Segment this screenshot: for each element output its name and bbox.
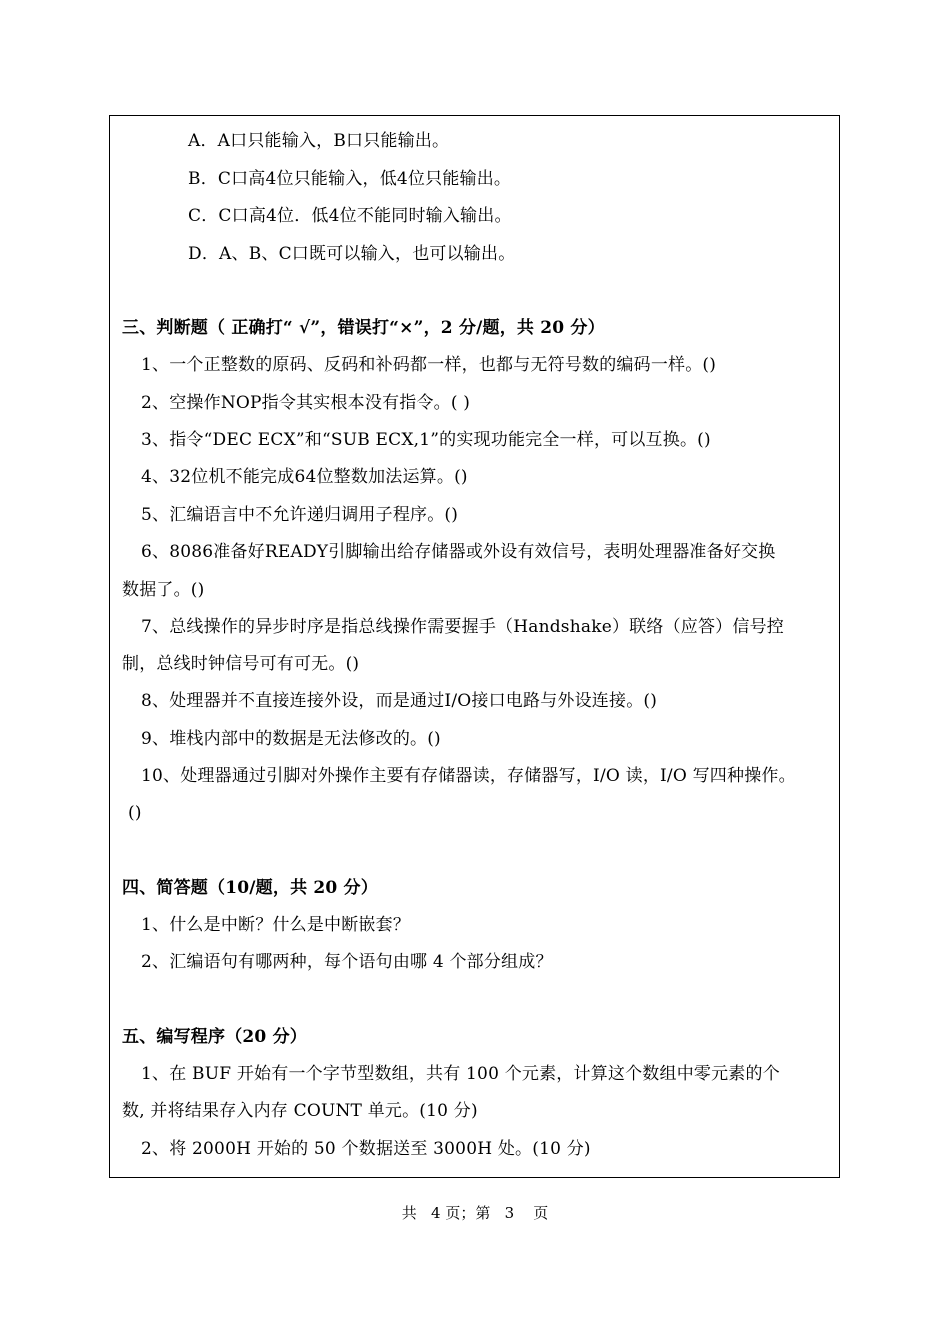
tf-question-10-line1: 10、处理器通过引脚对外操作主要有存储器读，存储器写，I/O 读，I/O 写四种操作。	[141, 766, 796, 786]
tf-question-2: 2、空操作NOP指令其实根本没有指令。( )	[141, 393, 471, 413]
tf-question-8: 8、处理器并不直接连接外设，而是通过I/O接口电路与外设连接。()	[141, 691, 658, 711]
page-footer: 共 4 页；第 3 页	[401, 1204, 549, 1222]
option-a: A．A口只能输入，B口只能输出。	[188, 131, 450, 151]
tf-question-10-line2: ()	[128, 803, 142, 823]
short-answer-1: 1、什么是中断？什么是中断嵌套？	[141, 915, 411, 935]
tf-question-3: 3、指令“DEC ECX”和“SUB ECX,1”的实现功能完全一样，可以互换。()	[141, 430, 711, 450]
section5-heading: 五、编写程序（20 分）	[122, 1027, 307, 1047]
option-d: D．A、B、C口既可以输入，也可以输出。	[188, 244, 516, 264]
tf-question-1: 1、一个正整数的原码、反码和补码都一样，也都与无符号数的编码一样。()	[141, 355, 717, 375]
tf-question-7-line2: 制，总线时钟信号可有可无。()	[122, 654, 360, 674]
section3-heading: 三、判断题（ 正确打“ √”，错误打“×”，2 分/题，共 20 分）	[122, 318, 605, 338]
program-question-1-line1: 1、在 BUF 开始有一个字节型数组，共有 100 个元素，计算这个数组中零元素的个	[141, 1064, 780, 1084]
tf-question-6-line2: 数据了。()	[122, 580, 205, 600]
short-answer-2: 2、汇编语句有哪两种，每个语句由哪 4 个部分组成？	[141, 952, 553, 972]
program-question-2: 2、将 2000H 开始的 50 个数据送至 3000H 处。(10 分)	[141, 1139, 591, 1159]
question-frame	[109, 115, 840, 1178]
section4-heading: 四、简答题（10/题，共 20 分）	[122, 878, 378, 898]
option-b: B．C口高4位只能输入，低4位只能输出。	[188, 169, 512, 189]
tf-question-9: 9、堆栈内部中的数据是无法修改的。()	[141, 729, 441, 749]
tf-question-7-line1: 7、总线操作的异步时序是指总线操作需要握手（Handshake）联络（应答）信号控	[141, 617, 784, 637]
tf-question-6-line1: 6、8086准备好READY引脚输出给存储器或外设有效信号，表明处理器准备好交换	[141, 542, 776, 562]
tf-question-4: 4、32位机不能完成64位整数加法运算。()	[141, 467, 468, 487]
option-c: C．C口高4位．低4位不能同时输入输出。	[188, 206, 512, 226]
program-question-1-line2: 数, 并将结果存入内存 COUNT 单元。(10 分)	[122, 1101, 478, 1121]
tf-question-5: 5、汇编语言中不允许递归调用子程序。()	[141, 505, 459, 525]
